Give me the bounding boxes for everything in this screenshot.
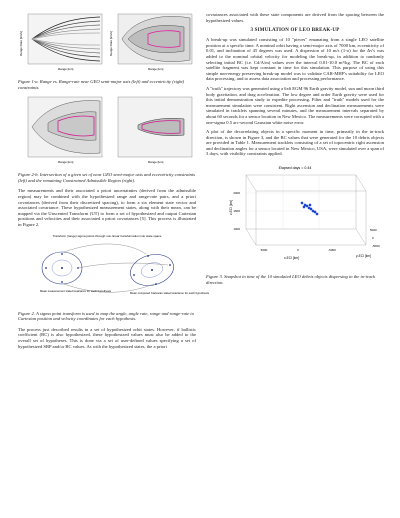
- fig4-xtick-2: 0: [297, 248, 299, 253]
- fig1-xlabel-right: Range [km]: [148, 67, 164, 71]
- fig3-left-label: Mean measurement state/covariance for each hypothesis: [40, 288, 112, 293]
- fig4-zlabel: y-ECI [km]: [356, 254, 371, 259]
- figure-2: [18, 95, 196, 183]
- right-paragraph-0: covariances associated with these state components are derived from the spacing between the hypothesized values.: [206, 12, 384, 23]
- right-column: [206, 12, 384, 290]
- figure-3-caption: Figure 2. A sigma point transform is used to map the angle, angle rate, range and range-rate to Cartesian position and velocity coordinates for each hypothesis.: [18, 310, 194, 322]
- fig3-top-title: Transform (range) sigma points through non-linear transformation into state space: [52, 233, 162, 238]
- fig2-xlabel-right: Range [km]: [148, 160, 164, 165]
- fig3-right-label: Mean computed Cartesian state/covariance for each hypothesis: [130, 290, 209, 295]
- fig4-ytick-2: 1500: [233, 209, 240, 214]
- fig4-ytick-1: 2000: [233, 191, 240, 196]
- fig4-xtick-1: 5000: [260, 248, 268, 253]
- figure-1-plots: [18, 12, 196, 72]
- figure-3-diagram: [18, 232, 209, 304]
- fig4-ztick-2: 0: [372, 236, 374, 241]
- left-paragraph-1: The measurements and their associated a priori uncertainties (derived from the admissible region) may be combined with the hypothesized range and range-rate pairs, and a priori covariances (derived from their discretized spacing), to form a six element state vector and associated covariance. These hypothesized measurement states, along with their mean, can be mapped via the Unscented Transform (UT) to form a set of hypothesized and output Cartesian positions and velocities and their associated a priori covariances [5]. This process is illustrated in Figure 2.: [18, 188, 196, 227]
- fig1-ylabel-right: Range Rate [km/s]: [109, 31, 113, 56]
- figure-2-plots: [18, 95, 196, 165]
- fig4-title: Elapsed days = 0.44: [278, 166, 312, 171]
- right-paragraph-3: A plot of the decorrelating objects in a specific moment in time, primarily in the in-track direction, is shown in Figure 3, and the BC values that were generated for the 10 debris objects are provided in Table 1. Measurement tracklets consisting of a set of topocentric right ascension and declination angles for a sensor located in New Mexico, USA, were simulated over a span of 3 days, with visibility constraints applied.: [206, 129, 384, 157]
- fig4-ztick-3: -5000: [372, 244, 380, 249]
- fig1-xlabel-left: Range [km]: [58, 67, 74, 71]
- fig2-xlabel-left: Range [km]: [58, 160, 74, 165]
- fig4-ztick-1: 5000: [370, 228, 377, 233]
- figure-1: [18, 12, 196, 90]
- figure-2-caption: Figure 2-b. Intersection of a given set of near GEO semi-major axis and eccentricity constraints (left) and the remaining Constrained Admissible Region (right).: [18, 172, 196, 183]
- figure-3: [18, 232, 209, 322]
- left-column: [18, 12, 209, 353]
- section-heading: 3 SIMULATION OF LEO BREAK-UP: [250, 28, 340, 34]
- figure-4-plot: [206, 161, 384, 267]
- fig4-ytick-3: 1000: [233, 227, 240, 232]
- right-paragraph-1: A break-up was simulated consisting of 10 "pieces" emanating from a single LEO satellite position at a specific time. A nominal orbit having a semi-major axis of 7000 km, eccentricity of 0.01, and inclination of 45 degrees was used. A dispersion of 10 m/s (1-σ) for the Δv's was added to the nominal orbital velocity for modeling the break-up, in addition to randomly selecting initial BC (i.e. Cd/A/m) values over the interval 0.01-10.0 m²/kg. The BC of each satellite fragment was kept constant in time for this simulation. This purpose of using this simple non-energy preserving break-up model was to validate CAR-MHF's suitability for LEO data processing, and to assess data association and processing performance.: [206, 37, 384, 82]
- fig4-xlabel: x-ECI [km]: [284, 256, 299, 261]
- figure-1-caption: Figure 1-a. Range vs. Range-rate near GEO semi-major axis (left) and eccentricity (right) constraints.: [18, 79, 185, 90]
- fig4-xtick-3: -5000: [328, 248, 336, 253]
- fig1-ylabel-left: Range Rate [km/s]: [19, 31, 23, 56]
- figure-4: [206, 161, 384, 285]
- figure-4-caption: Figure 3. Snapshot in time of the 10 simulated LEO debris objects dispersing in the in-track direction.: [206, 274, 376, 285]
- left-paragraph-2: The process just described results in a set of hypothesized orbit states. However, if ballistic coefficient (BC) is also hypothesized, these hypothesized values must also be added to the overall set of hypotheses. This is done via a set of user-defined values specifying a set of hypothesized SRP and/or BC values. As with the hypothesized states, the a priori: [18, 326, 196, 349]
- fig4-ylabel: z-ECI [km]: [229, 200, 233, 216]
- right-paragraph-2: A "truth" trajectory was generated using a 6x6 EGM 96 Earth gravity model, sun and moon third body gravitation, and drag acceleration. The low degree and order Earth gravity were used for this initial demonstration study to expedite processing. Filter and "truth" models used for the measurement simulation were consistent. Right ascension and declination measurements were simulated in tracklets spanning several minutes, and the measurement intervals separated by about 60 seconds for a sensor location in New Mexico. The measurements were corrupted with a one-sigma 0.5 arc-second Gaussian white noise error.: [206, 85, 384, 125]
